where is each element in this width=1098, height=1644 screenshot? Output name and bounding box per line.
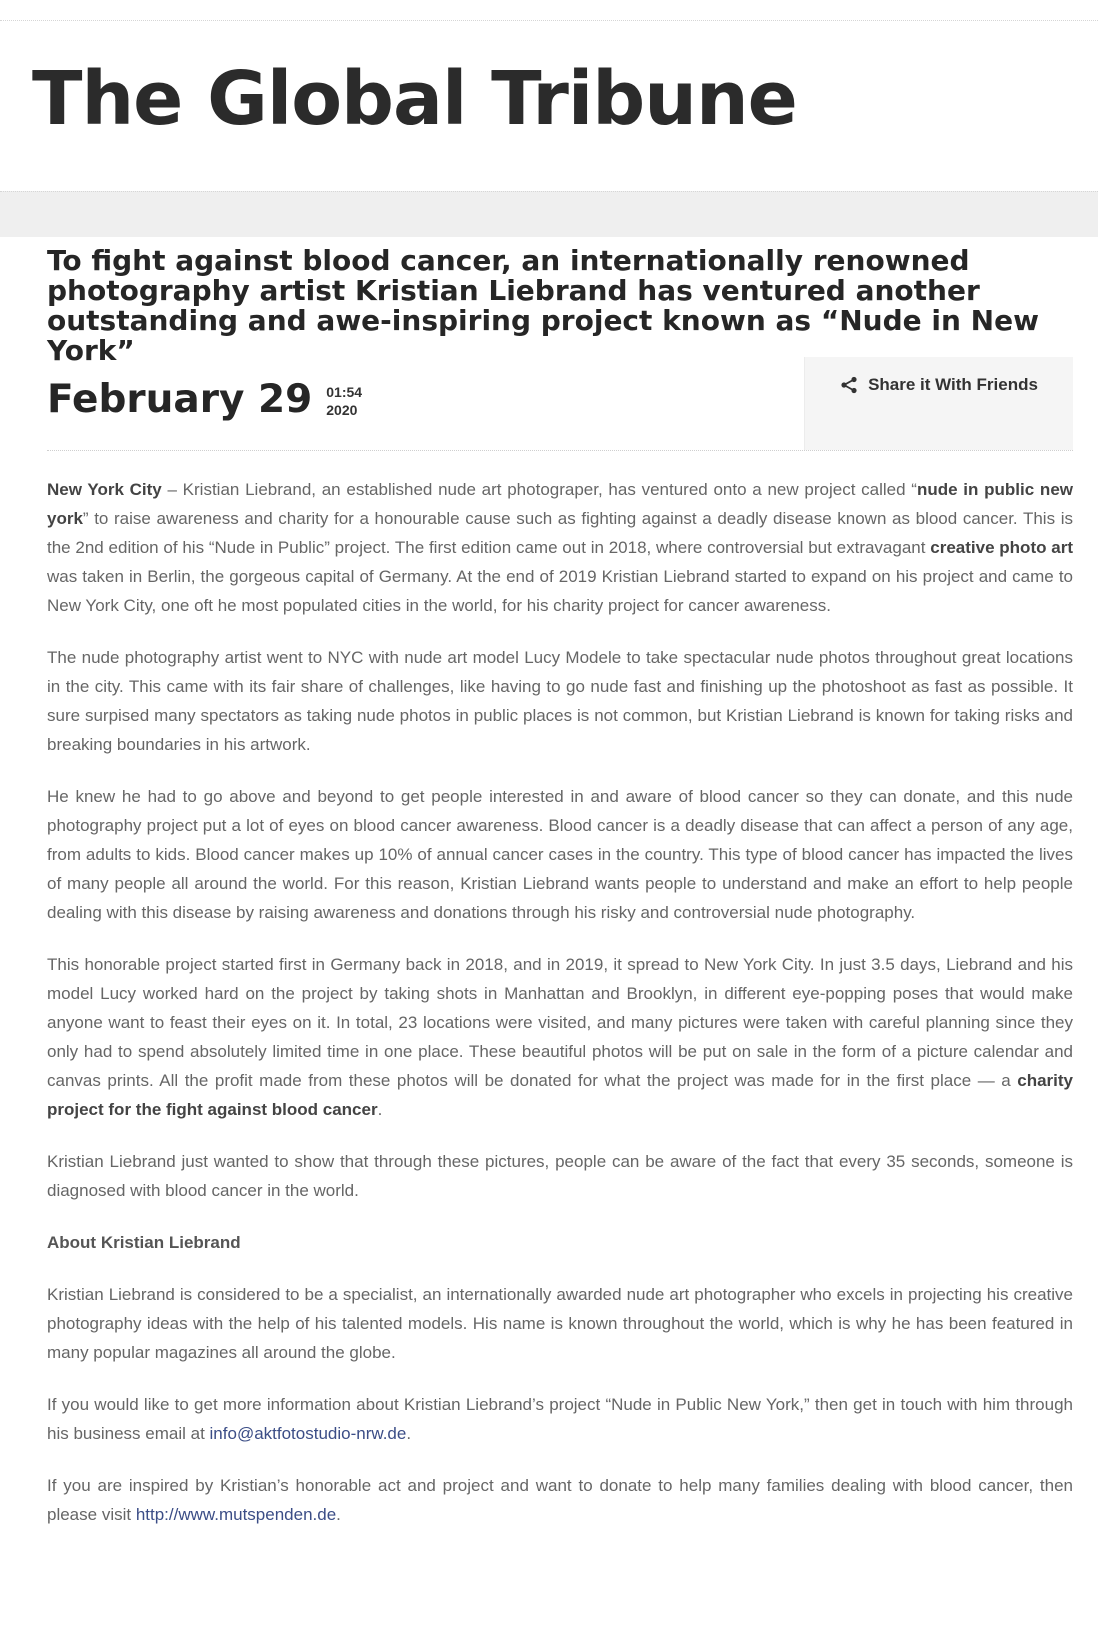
subheading-about: About Kristian Liebrand	[47, 1233, 241, 1252]
paragraph-text: – Kristian Liebrand, an established nude art photograper, has ventured onto a new project called “	[161, 480, 917, 499]
paragraph-text: This honorable project started first in Germany back in 2018, and in 2019, it spread to New York City. In just 3.5 days, Liebrand and his model Lucy worked hard on the project by taking shots in Manhattan and Brooklyn, in different eye-popping poses that would make anyone want to feast their eyes on it. In total, 23 locations were visited, and many pictures were taken with careful planning since they only had to spend absolutely limited time in one place. These beautiful photos will be put on sale in the form of a picture calendar and canvas prints. All the profit made from these photos will be donated for what the project was made for in the first place — a	[47, 955, 1073, 1090]
paragraph	[47, 950, 1073, 1124]
nav-bar	[0, 191, 1098, 237]
paragraph: He knew he had to go above and beyond to get people interested in and aware of blood cancer so they can donate, and this nude photography project put a lot of eyes on blood cancer awareness. Blood cancer is a deadly disease that can affect a person of any age, from adults to kids. Blood cancer makes up 10% of annual cancer cases in the country. This type of blood cancer has impacted the lives of many people all around the world. For this reason, Kristian Liebrand wants people to understand and make an effort to help people dealing with this disease by raising awareness and donations through his risky and controversial nude photography.	[47, 787, 1073, 922]
top-divider	[0, 20, 1098, 22]
paragraph: Kristian Liebrand just wanted to show that through these pictures, people can be aware of the fact that every 35 seconds, someone is diagnosed with blood cancer in the world.	[47, 1152, 1073, 1200]
paragraph-text: If you are inspired by Kristian’s honorable act and project and want to donate to help many families dealing with blood cancer, then please visit	[47, 1476, 1073, 1524]
article-body	[47, 475, 1073, 1552]
article-headline: To fight against blood cancer, an internationally renowned photography artist Kristian Liebrand has ventured another outstanding and awe-inspiring project known as “Nude in New York”	[47, 244, 1039, 367]
article-time-year	[326, 383, 362, 419]
share-label: Share it With Friends	[868, 375, 1038, 394]
article-dateline	[47, 377, 363, 422]
share-icon	[840, 376, 858, 394]
share-button[interactable]	[804, 357, 1073, 450]
paragraph-text: .	[406, 1424, 412, 1443]
paragraph-text: was taken in Berlin, the gorgeous capital of Germany. At the end of 2019 Kristian Liebrand started to expand on his project and came to New York City, one oft he most populated cities in the world, for his charity project for cancer awareness.	[47, 567, 1073, 615]
paragraph	[47, 1471, 1073, 1529]
paragraph-text: .	[377, 1100, 383, 1119]
donation-link[interactable]: http://www.mutspenden.de	[135, 1505, 337, 1524]
dateline-city: New York City	[47, 480, 162, 499]
paragraph-text: ” to raise awareness and charity for a honourable cause such as fighting against a deadly disease known as blood cancer. This is the 2nd edition of his “Nude in Public” project. The first edition came out in 2018, where controversial but extravagant	[47, 509, 1073, 557]
site-title[interactable]: The Global Tribune	[32, 56, 797, 142]
article-date: February 29	[47, 377, 313, 422]
paragraph-intro	[47, 475, 1073, 620]
article-year: 2020	[326, 402, 358, 418]
paragraph-text: If you would like to get more information about Kristian Liebrand’s project “Nude in Public New York,” then get in touch with him through his business email at	[47, 1395, 1073, 1443]
paragraph	[47, 1390, 1073, 1448]
bold-phrase: creative photo art	[930, 538, 1073, 557]
header-divider	[47, 450, 1073, 452]
article-time: 01:54	[326, 384, 363, 400]
bold-phrase: nude in public new york	[47, 480, 1073, 528]
paragraph: The nude photography artist went to NYC with nude art model Lucy Modele to take spectacular nude photos throughout great locations in the city. This came with its fair share of challenges, like having to go nude fast and finishing up the photoshoot as fast as possible. It sure surpised many spectators as taking nude photos in public places is not common, but Kristian Liebrand is known for taking risks and breaking boundaries in his artwork.	[47, 648, 1073, 754]
bold-phrase: charity project for the fight against blood cancer	[47, 1071, 1073, 1119]
paragraph: Kristian Liebrand is considered to be a specialist, an internationally awarded nude art photographer who excels in projecting his creative photography ideas with the help of his talented models. His name is known throughout the world, which is why he has been featured in many popular magazines all around the globe.	[47, 1285, 1073, 1362]
paragraph-text: .	[336, 1505, 341, 1524]
email-link[interactable]: info@aktfotostudio-nrw.de	[209, 1424, 407, 1443]
